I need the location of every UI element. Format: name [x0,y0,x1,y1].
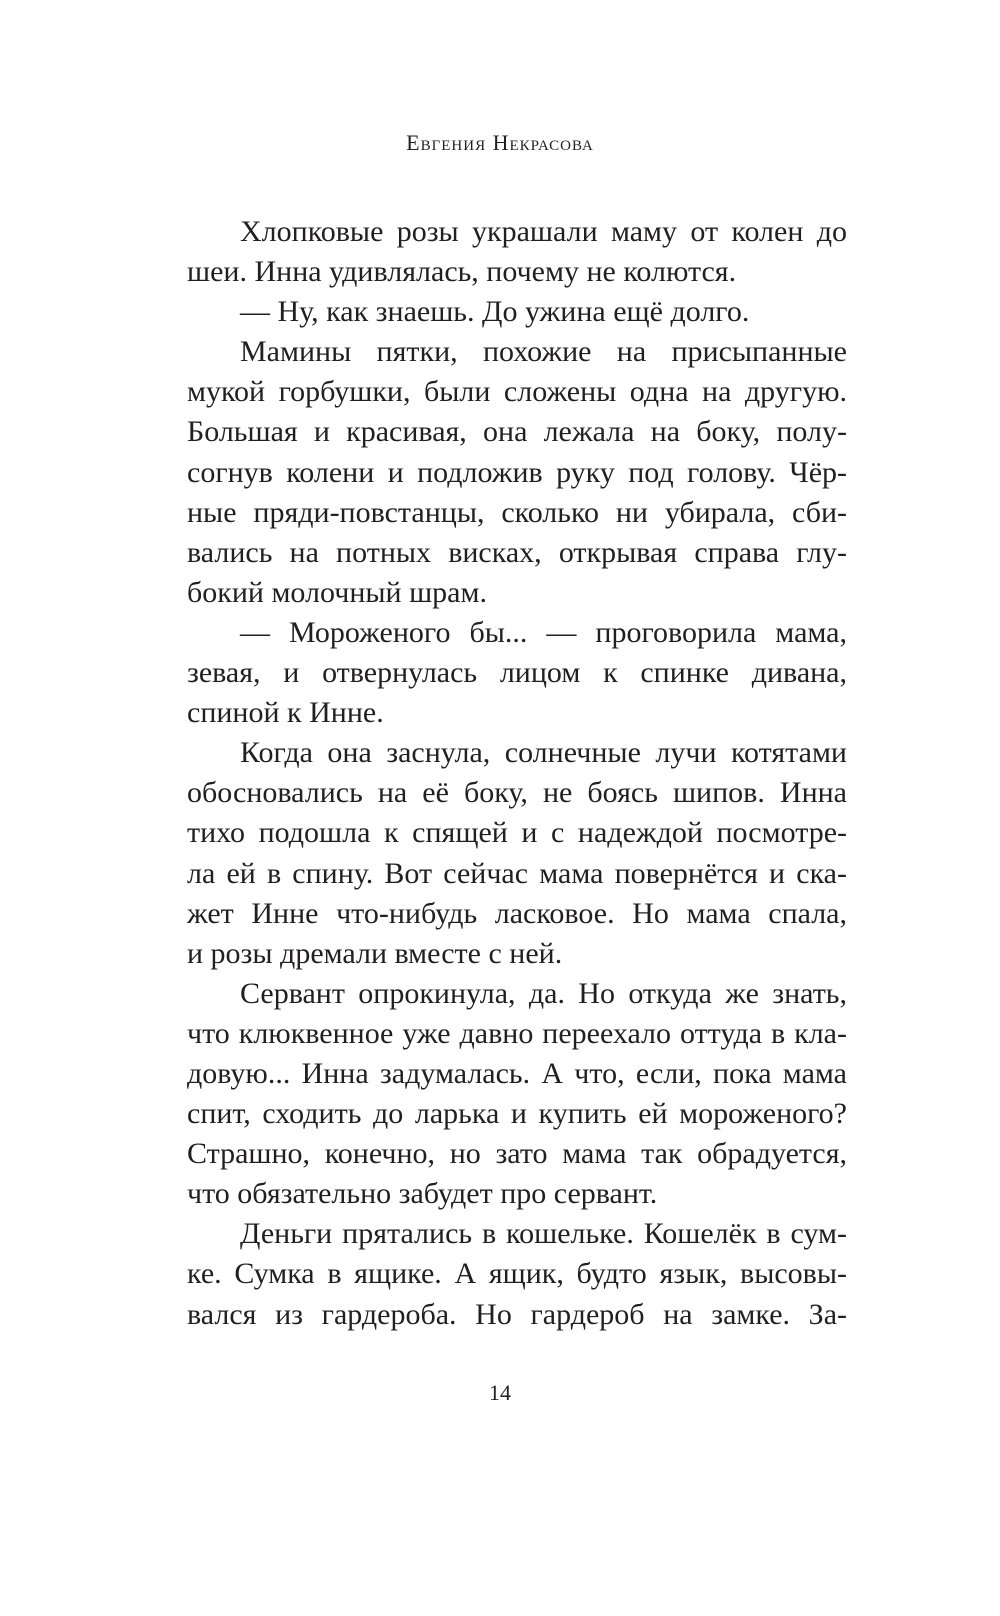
text-line: что обязательно забудет про сервант. [187,1177,658,1211]
text-line: — Мороженого бы... — проговорила мама, [240,615,847,649]
text-line: жет Инне что-нибудь ласковое. Но мама спала, [187,896,847,930]
text-line: мукой горбушки, были сложены одна на другую. [187,375,847,409]
text-line: зевая, и отвернулась лицом к спинке дивана, [187,656,847,690]
text-line: вался из гардероба. Но гардероб на замке. За- [187,1297,847,1331]
text-line: что клюквенное уже давно переехало оттуда в кла- [187,1016,847,1050]
text-line: — Ну, как знаешь. До ужина ещё долго. [240,295,750,329]
text-line: Страшно, конечно, но зато мама так обрадуется, [187,1137,847,1171]
text-line: бокий молочный шрам. [187,575,487,609]
text-line: Сервант опрокинула, да. Но откуда же знать, [240,976,847,1010]
text-line: спит, сходить до ларька и купить ей мороженого? [187,1097,847,1131]
body-text [187,212,847,1335]
text-line: спиной к Инне. [187,696,384,730]
text-line: обосновались на её боку, не боясь шипов. Инна [187,776,847,810]
text-line: согнув колени и подложив руку под голову. Чёр- [187,455,847,489]
text-line: Хлопковые розы украшали маму от колен до [240,215,847,248]
text-line: Деньги прятались в кошельке. Кошелёк в сум- [240,1217,847,1251]
text-line: шеи. Инна удивлялась, почему не колются. [187,255,737,289]
page-number: 14 [489,1380,511,1405]
text-line: Мамины пятки, похожие на присыпанные [240,335,847,369]
text-line: и розы дремали вместе с ней. [187,936,563,970]
text-line: тихо подошла к спящей и с надеждой посмотре- [187,816,847,850]
text-line: Когда она заснула, солнечные лучи котятами [240,736,847,770]
text-line: ные пряди-повстанцы, сколько ни убирала, сби- [187,495,847,529]
text-line: довую... Инна задумалась. А что, если, пока мама [187,1056,847,1090]
text-line: ке. Сумка в ящике. А ящик, будто язык, высовы- [187,1257,847,1291]
text-line: Большая и красивая, она лежала на боку, полу- [187,415,847,449]
running-head-author: Евгения Некрасова [406,130,594,155]
text-line: ла ей в спину. Вот сейчас мама повернётся и ска- [187,856,847,890]
text-line: вались на потных висках, открывая справа глу- [187,535,847,569]
